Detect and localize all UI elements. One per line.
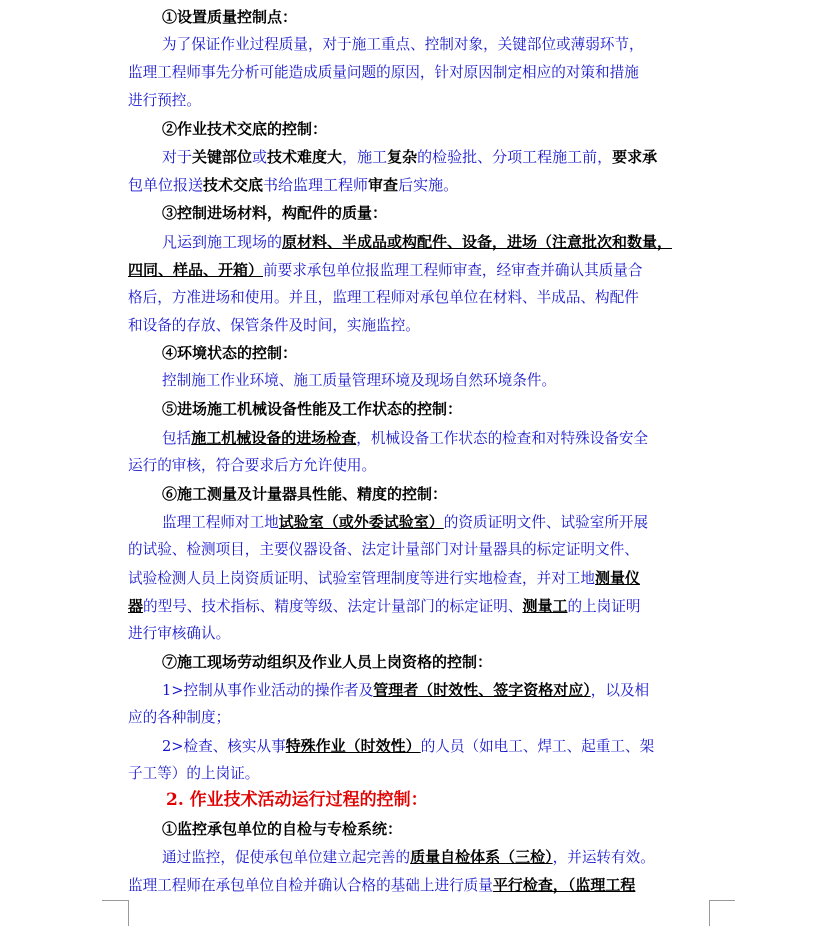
paragraph-line: 子工等）的上岗证。 [128, 765, 260, 782]
page-corner-mark-left-h [102, 900, 128, 901]
heading-technical-briefing: ②作业技术交底的控制： [162, 120, 328, 138]
paragraph-line: 和设备的存放、保管条件及时间，实施监控。 [128, 317, 420, 334]
paragraph-line: 试验检测人员上岗资质证明、试验室管理制度等进行实地检查，并对工地测量仪 [128, 569, 641, 587]
section-heading-process-control: 2. 作业技术活动运行过程的控制： [166, 790, 428, 810]
paragraph-line: 为了保证作业过程质量，对于施工重点、控制对象，关键部位或薄弱环节， [162, 36, 644, 53]
paragraph-line: 监理工程师在承包单位自检并确认合格的基础上进行质量平行检查，（监理工程 [128, 876, 636, 894]
heading-machinery: ⑤进场施工机械设备性能及工作状态的控制： [162, 400, 463, 418]
heading-self-inspection: ①监控承包单位的自检与专检系统： [162, 820, 403, 838]
heading-measuring-instruments: ⑥施工测量及计量器具性能、精度的控制： [162, 485, 448, 503]
paragraph-line: 控制施工作业环境、施工质量管理环境及现场自然环境条件。 [162, 372, 557, 389]
paragraph-line: 1>控制从事作业活动的操作者及管理者（时效性、签字资格对应），以及相 [162, 681, 650, 699]
paragraph-line: 监理工程师事先分析可能造成质量问题的原因，针对原因制定相应的对策和措施 [128, 64, 639, 81]
paragraph-line: 2>检查、核实从事特殊作业（时效性）的人员（如电工、焊工、起重工、架 [162, 737, 655, 755]
heading-environment: ④环境状态的控制： [162, 344, 298, 362]
page-corner-mark-right-h [709, 900, 735, 901]
heading-incoming-materials: ③控制进场材料，构配件的质量： [162, 204, 388, 222]
paragraph-line: 进行预控。 [128, 92, 201, 109]
paragraph-line: 监理工程师对工地试验室（或外委试验室）的资质证明文件、试验室所开展 [162, 513, 649, 531]
paragraph-line: 包括施工机械设备的进场检查，机械设备工作状态的检查和对特殊设备安全 [162, 429, 649, 447]
paragraph-line: 器的型号、技术指标、精度等级、法定计量部门的标定证明、测量工的上岗证明 [128, 597, 641, 615]
page-corner-mark-right [709, 900, 736, 926]
heading-quality-control-points: ①设置质量控制点： [162, 8, 298, 26]
paragraph-line: 通过监控，促使承包单位建立起完善的质量自检体系（三检），并运转有效。 [162, 848, 655, 866]
paragraph-line: 应的各种制度； [128, 709, 231, 726]
paragraph-line: 进行审核确认。 [128, 625, 231, 642]
paragraph-line: 对于关键部位或技术难度大，施工复杂的检验批、分项工程施工前，要求承 [162, 148, 658, 166]
paragraph-line: 凡运到施工现场的原材料、半成品或构配件、设备，进场（注意批次和数量， [162, 233, 673, 251]
page-corner-mark-left [102, 900, 129, 926]
paragraph-line: 四同、样品、开箱）前要求承包单位报监理工程师审查，经审查并确认其质量合 [128, 261, 643, 279]
paragraph-line: 包单位报送技术交底书给监理工程师审查后实施。 [128, 176, 459, 194]
paragraph-line: 格后，方准进场和使用。并且，监理工程师对承包单位在材料、半成品、构配件 [128, 289, 639, 306]
paragraph-line: 的试验、检测项目，主要仪器设备、法定计量部门对计量器具的标定证明文件、 [128, 541, 639, 558]
heading-labor-organization: ⑦施工现场劳动组织及作业人员上岗资格的控制： [162, 653, 493, 671]
paragraph-line: 运行的审核，符合要求后方允许使用。 [128, 457, 377, 474]
